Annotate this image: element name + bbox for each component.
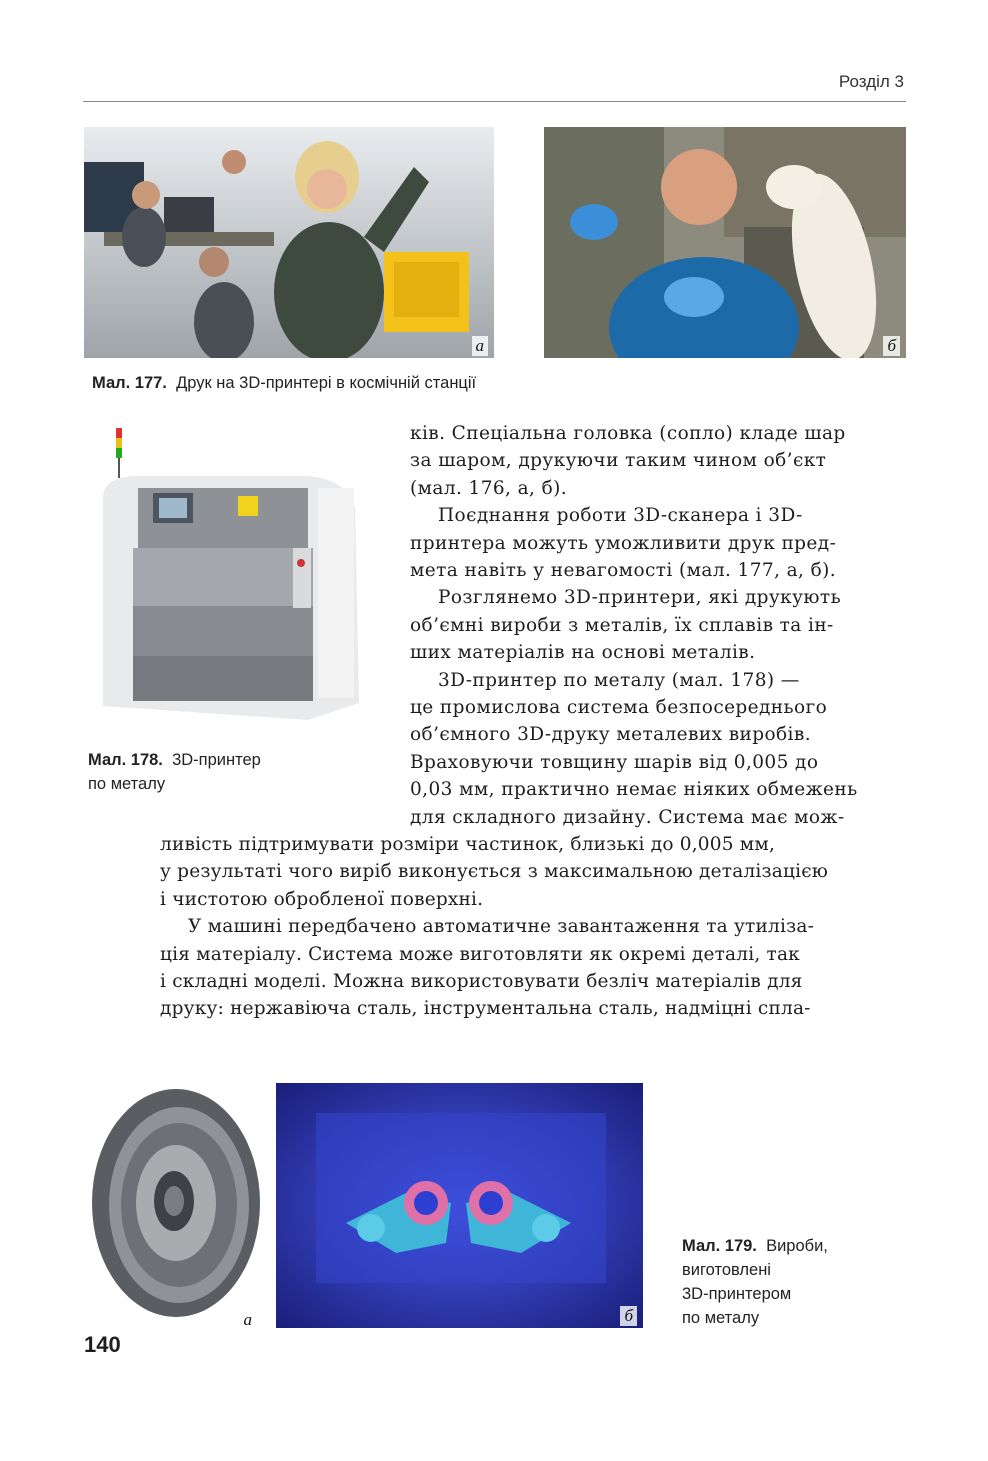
- fig178-caption-label: Мал. 178.: [88, 751, 163, 769]
- body-line: за шаром, друкуючи таким чином об’єкт: [410, 450, 827, 472]
- header-rule: [83, 101, 906, 102]
- turbine-illustration: [84, 1083, 260, 1328]
- photo-179b-metal-parts: [276, 1083, 643, 1328]
- zero-gravity-scene-illustration: [84, 127, 494, 358]
- fig177-caption-text: Друк на 3D-принтері в космічній станції: [176, 374, 477, 392]
- body-line: для складного дизайну. Система має мож-: [410, 806, 845, 828]
- body-text-narrow-column: [410, 420, 906, 831]
- fig179-caption-line2: виготовлені: [682, 1261, 771, 1279]
- fig177-caption-label: Мал. 177.: [92, 374, 167, 392]
- fig179-caption-line3: 3D-принтером: [682, 1285, 792, 1303]
- page-number: 140: [84, 1332, 121, 1357]
- body-line: об’ємного 3D-друку металевих виробів.: [410, 724, 811, 746]
- fig179b-letter: б: [620, 1306, 637, 1326]
- body-line: 3D-принтер по металу (мал. 178) —: [438, 669, 800, 691]
- body-line: 0,03 мм, практично немає ніяких обмежень: [410, 779, 858, 801]
- fig178-caption-line2: по металу: [88, 775, 166, 793]
- fig179a-letter: а: [240, 1310, 257, 1330]
- body-line: принтера можуть уможливити друк пред-: [410, 532, 837, 554]
- body-line: ція матеріалу. Система може виготовляти як окремі деталі, так: [160, 943, 800, 965]
- fig177a-letter: а: [472, 336, 489, 356]
- fig179-caption-line4: по металу: [682, 1309, 760, 1327]
- body-line: у результаті чого виріб виконується з максимальною деталізацією: [160, 861, 829, 883]
- fig178-caption-line1: 3D-принтер: [172, 751, 261, 769]
- body-line: ливість підтримувати розміри частинок, близькі до 0,005 мм,: [160, 834, 776, 855]
- body-line: і складні моделі. Можна використовувати безліч матеріалів для: [160, 971, 803, 993]
- body-line: Поєднання роботи 3D-сканера і 3D-: [438, 505, 803, 527]
- body-line: це промислова система безпосереднього: [410, 697, 828, 719]
- body-line: (мал. 176, а, б).: [410, 477, 568, 499]
- metal-3d-printer-illustration: [93, 428, 365, 720]
- fig178-caption: [88, 748, 261, 796]
- fig179-caption: [682, 1234, 828, 1330]
- body-line: мета навіть у невагомості (мал. 177, а, б).: [410, 560, 837, 582]
- metal-parts-illustration: [276, 1083, 643, 1328]
- body-line: У машині передбачено автоматичне завантаження та утиліза-: [188, 916, 815, 938]
- fig177b-letter: б: [883, 336, 900, 356]
- body-line: ків. Спеціальна головка (сопло) кладе шар: [410, 423, 846, 444]
- astronaut-scene-illustration: [544, 127, 906, 358]
- fig177-caption: [92, 371, 476, 395]
- section-heading: Розділ 3: [838, 72, 904, 91]
- body-line: друку: нержавіюча сталь, інструментальна сталь, надміцні спла-: [160, 998, 811, 1020]
- body-line: об’ємні вироби з металів, їх сплавів та ін-: [410, 614, 834, 636]
- photo-177b-astronaut-with-printed-part: [544, 127, 906, 358]
- body-line: і чистотою обробленої поверхні.: [160, 888, 484, 910]
- body-line: ших матеріалів на основі металів.: [410, 642, 756, 664]
- photo-179a-turbine-part: [84, 1083, 260, 1328]
- body-text-wide-column: [160, 831, 906, 1023]
- photo-178-metal-3d-printer: [93, 428, 365, 720]
- fig179-caption-label: Мал. 179.: [682, 1237, 757, 1255]
- fig179-caption-line1: Вироби,: [766, 1237, 828, 1255]
- photo-177a-zero-gravity-crew: [84, 127, 494, 358]
- body-line: Враховуючи товщину шарів від 0,005 до: [410, 751, 819, 773]
- body-line: Розглянемо 3D-принтери, які друкують: [438, 587, 842, 609]
